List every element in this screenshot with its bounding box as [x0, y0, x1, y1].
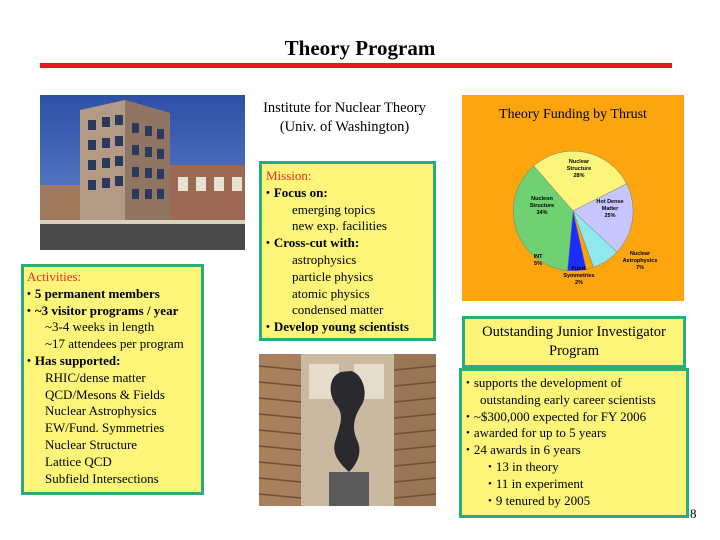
list-item: • Focus on: — [266, 185, 433, 202]
list-item: Nuclear Structure — [45, 436, 138, 452]
oji-title-box — [462, 316, 686, 368]
oji-title-line2: Program — [549, 343, 599, 359]
list-item: astrophysics — [292, 251, 357, 267]
label-nuclear-structure: Nuclear — [568, 159, 590, 165]
label-int: INT — [533, 254, 543, 260]
funding-chart-panel — [462, 95, 684, 301]
list-item: particle physics — [292, 268, 374, 284]
list-item: • ~3 visitor programs / year — [27, 303, 201, 320]
mission-box — [259, 161, 436, 341]
sculpture-photo — [259, 354, 436, 506]
label-nuclear-astrophysics-pct: 7% — [636, 265, 644, 271]
institute-title — [247, 99, 442, 137]
list-item: • supports the development of — [466, 375, 686, 392]
label-int-pct: 5% — [534, 261, 542, 267]
list-item: ~3-4 weeks in length — [45, 319, 155, 335]
label-fund-symmetries: Fund. — [571, 266, 587, 272]
list-item: new exp. facilities — [292, 218, 387, 234]
list-item: • Has supported: — [27, 353, 201, 370]
list-item: atomic physics — [292, 285, 370, 301]
list-item: Nuclear Astrophysics — [45, 403, 157, 419]
oji-title-line1: Outstanding Junior Investigator — [482, 324, 666, 340]
list-item: • Cross-cut with: — [266, 235, 433, 252]
int-building-photo — [40, 95, 245, 250]
list-item: • awarded for up to 5 years — [466, 425, 686, 442]
label-nucleon-structure: Nucleon — [531, 196, 553, 202]
label-hot-dense-matter: Matter — [601, 206, 619, 212]
list-item: • 5 permanent members — [27, 286, 201, 303]
list-item: condensed matter — [292, 302, 384, 318]
list-item: • 11 in experiment — [466, 476, 686, 493]
funding-chart-title: Theory Funding by Thrust — [499, 107, 647, 122]
institute-name: Institute for Nuclear Theory — [263, 100, 426, 116]
list-item: Lattice QCD — [45, 453, 112, 469]
list-item: outstanding early career scientists — [480, 391, 656, 407]
list-item: • 24 awards in 6 years — [466, 442, 686, 459]
label-hot-dense-matter: Hot Dense — [596, 199, 624, 205]
label-nuclear-astrophysics: Nuclear — [629, 251, 651, 257]
list-item: EW/Fund. Symmetries — [45, 420, 165, 436]
label-hot-dense-matter-pct: 25% — [604, 213, 616, 219]
list-item: Subfield Intersections — [45, 470, 159, 486]
activities-heading: Activities: — [27, 269, 82, 284]
label-nucleon-structure-pct: 34% — [536, 210, 548, 216]
list-item: emerging topics — [292, 201, 376, 217]
label-nucleon-structure: Structure — [529, 203, 555, 209]
list-item: QCD/Mesons & Fields — [45, 386, 165, 402]
list-item: • 9 tenured by 2005 — [466, 493, 686, 510]
oji-details-box — [459, 368, 689, 518]
label-nuclear-astrophysics: Astrophysics — [622, 258, 658, 264]
page-title: Theory Program — [284, 36, 436, 60]
activities-box — [21, 264, 204, 495]
list-item: ~17 attendees per program — [45, 336, 184, 352]
mission-heading: Mission: — [266, 168, 312, 183]
list-item: • 13 in theory — [466, 459, 686, 476]
page-number: 8 — [690, 506, 697, 521]
institute-affiliation: (Univ. of Washington) — [279, 119, 410, 135]
label-fund-symmetries: Symmetries — [563, 273, 595, 279]
label-nuclear-structure-pct: 28% — [573, 173, 585, 179]
list-item: • ~$300,000 expected for FY 2006 — [466, 409, 686, 426]
list-item: RHIC/dense matter — [45, 369, 146, 385]
list-item: • Develop young scientists — [266, 319, 433, 336]
label-nuclear-structure: Structure — [566, 166, 592, 172]
label-fund-symmetries-pct: 2% — [575, 280, 583, 286]
title-underline — [40, 63, 672, 68]
